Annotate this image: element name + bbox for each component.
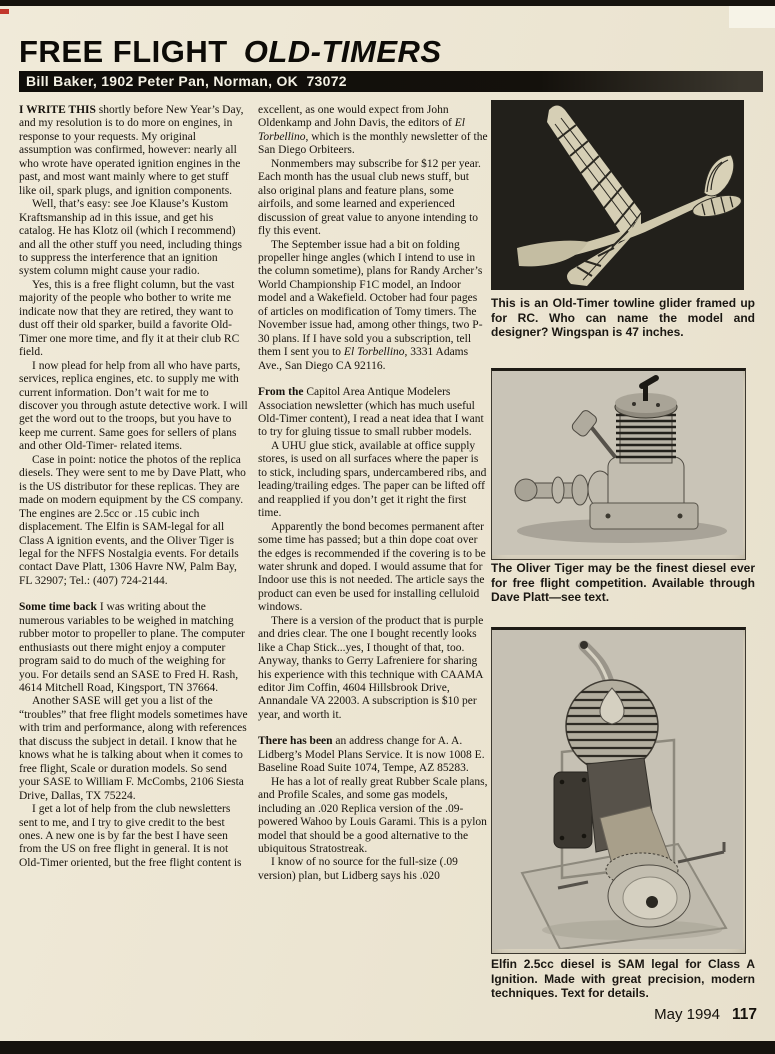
oliver-tiger-caption: The Oliver Tiger may be the finest diesel ever for free flight competition. Available through Dave Platt—see text.	[491, 561, 755, 605]
masthead	[19, 34, 759, 70]
oliver-tiger-illustration	[492, 371, 743, 555]
elfin-illustration	[492, 630, 743, 949]
column-title	[19, 34, 442, 69]
paragraph	[258, 104, 489, 158]
byline-bar: Bill Baker, 1902 Peter Pan, Norman, OK 73072	[19, 71, 763, 92]
paragraph	[19, 695, 248, 803]
issue-date: May 1994	[654, 1006, 720, 1023]
paragraph-text: Well, that’s easy: see Joe Klause’s Kustom Kraftsmanship ad in this issue, and get his catalog. He has Klotz oil (which I recommend) and all the other stuff you need, including things to suppress the interference that an ignition system column might cause your radio.	[19, 198, 243, 278]
paragraph-text: I get a lot of help from the club newsletters sent to me, and I try to give credit to the best ones. A new one is by far the best I have seen from the US on free flight in general. It is not Old-Timer oriented, but the free flight content is	[19, 803, 242, 869]
page-number: 117	[731, 1006, 757, 1023]
paragraph	[19, 803, 248, 870]
paragraph-text: , which is the monthly newsletter of the San Diego Orbiteers.	[258, 130, 488, 157]
paragraph-text: Case in point: notice the photos of the replica diesels. They were sent to me by Dave Platt, who is the US distributor for these replicas. They are made on modern equipment by the CS company. The engines are 2.5cc or .15 cubic inch displacement. The Elfin is SAM-legal for all Class A ignition events, and the Oliver Tiger is legal for the NFFS Nostalgia events. For details contact Dave Platt, 1306 Havre NW, Palm Bay, FL 32907; Tel.: (407) 724-2144.	[19, 453, 246, 587]
paragraph	[258, 158, 489, 239]
red-registration-mark	[0, 9, 9, 14]
elfin-photo	[491, 627, 746, 954]
paragraph-text: I now plead for help from all who have parts, services, replica engines, etc. to supply me with current information. Don’t wait for me to discover you through astute detective work. I will get the word out to the troops, but you have to keep me current. Same goes for sellers of plans and other Old-Timer- related items.	[19, 359, 248, 453]
paragraph-text: , 3331 Adams Ave., San Diego CA 92116.	[258, 346, 469, 372]
paragraph	[258, 386, 489, 440]
italic-text: El Torbellino	[258, 117, 465, 143]
paragraph	[19, 601, 248, 695]
glider-illustration	[491, 100, 744, 290]
paragraph-text: The September issue had a bit on folding propeller hinge angles (which I intend to use in the column sometime), plans for Randy Archer’s World Championship F1C model, an Indoor model and a Wakefield. October had four pages of articles on modification of Tomy timers. The November issue had, among other things, two P-30 plans. If I have sold you a subscription, tell them I sent you to	[258, 238, 483, 359]
paragraph-text: Capitol Area Antique Modelers Association newsletter (which has much useful Old-Timer content), I read a neat idea that I want to try for gluing tissue to small rubber models.	[258, 386, 484, 439]
paragraph-text: He has a lot of really great Rubber Scale plans, and Profile Scales, and some gas models, including an .020 Replica version of the .09-powered Wahoo by Louis Garami. This is a pylon model that should be a good alternative to the ubiquitous Stratostreak.	[258, 775, 488, 856]
paragraph-text: I know of no source for the full-size (.09 version) plan, but Lidberg says his .020	[258, 856, 458, 882]
paragraph	[258, 440, 489, 521]
paragraph-text: shortly before New Year’s Day, and my resolution is to do more on engines, in response to your requests. My original assumption was confirmed, however: nearly all who wrote have operated ignition engines in the past, and most want mainly where to get stuff like oil, spark plugs, and ignition components.	[19, 104, 244, 197]
paragraph	[19, 198, 248, 279]
paragraph-text: an address change for A. A. Lidberg’s Model Plans Service. It is now 1008 E. Baseline Road Suite 1074, Tempe, AZ 85283.	[258, 735, 485, 775]
oliver-tiger-photo	[491, 368, 746, 560]
spinner	[608, 865, 690, 927]
column-title-accent: OLD-TIMERS	[243, 34, 442, 69]
paragraph	[258, 856, 489, 883]
glider-caption: This is an Old-Timer towline glider framed up for RC. Who can name the model and designer? Wingspan is 47 inches.	[491, 296, 755, 340]
paragraph-lead-text: There has been	[258, 735, 336, 748]
paragraph-text: Yes, this is a free flight column, but the vast majority of the people who bother to write me indicate now that they are retired, they want to dust off their old sparker, build a favorite Old-Timer one more time, and fly it at their club RC field.	[19, 278, 240, 359]
paragraph-text: I was writing about the numerous variables to be weighed in matching rubber motor to propeller to plane. The computer enthusiasts out there might enjoy a computer program said to do much of the weighing for you. For details send an SASE to Fred H. Rash, 4614 Mitchell Road, Kingsport, TN 37664.	[19, 601, 245, 695]
paragraph	[19, 454, 248, 589]
elfin-caption: Elfin 2.5cc diesel is SAM legal for Class A Ignition. Made with great precision, modern techniques. Text for details.	[491, 957, 755, 1001]
paragraph	[19, 104, 248, 198]
paragraph-text: Another SASE will get you a list of the “troubles” that free flight models sometimes have with trim and performance, along with references that discuss the subject in detail. I know that he knows what he is talking about when it comes to free flight, Scale or duration models. So send your SASE to William F. McCombs, 2106 Siesta Drive, Dallas, TX 75224.	[19, 695, 248, 802]
paragraph	[19, 360, 248, 454]
article-column-1	[19, 104, 248, 1042]
paragraph	[258, 239, 489, 374]
paragraph-lead-text: Some time back	[19, 601, 100, 614]
paragraph	[19, 279, 248, 360]
page-bottom-scan-edge	[0, 1041, 775, 1054]
paragraph-lead-text: From the	[258, 386, 307, 399]
column-title-main: FREE FLIGHT	[19, 34, 228, 69]
glider-photo	[491, 100, 744, 290]
paragraph-lead-text: I WRITE THIS	[19, 104, 99, 116]
paragraph	[258, 735, 489, 775]
paragraph	[258, 615, 489, 723]
paragraph-text: Nonmembers may subscribe for $12 per year. Each month has the usual club news stuff, but also original plans and feature plans, some airfoils, and some learned and experienced discussion of great value to anyone intending to fly this event.	[258, 157, 481, 238]
paragraph	[258, 521, 489, 615]
page-top-scan-edge	[0, 0, 775, 6]
scan-corner-highlight	[729, 6, 775, 28]
paragraph-text: A UHU glue stick, available at office supply stores, is used on all surfaces where the paper is to stick, including spars, undercambered ribs, and leading/trailing edges. The paper can be lifted off and reapplied if you don’t get it right the first time.	[258, 439, 487, 520]
article-column-2	[258, 104, 489, 1042]
paragraph-text: excellent, as one would expect from John Oldenkamp and John Davis, the editors of	[258, 104, 455, 130]
italic-text: El Torbellino	[343, 346, 405, 359]
paragraph-text: Apparently the bond becomes permanent after some time has passed; but a thin dope coat over the edges is recommended if the covering is to be water shrunk and doped. I would assume that for Indoor use this is not needed. The article says the product can even be used for installing celluloid windows.	[258, 520, 486, 614]
page-folio	[491, 1006, 757, 1024]
paragraph-text: There is a version of the product that is purple and dries clear. The one I bought recently looks like a Chap Stick...yes, I thought of that, too. Anyway, thanks to Gerry Lafreniere for sharing his experience with this technique with CAAMA editor Jim Coffin, 4604 Hillsbrook Drive, Annandale VA 22003. A subscription is $10 per year, and worth it.	[258, 614, 484, 721]
paragraph	[258, 776, 489, 857]
